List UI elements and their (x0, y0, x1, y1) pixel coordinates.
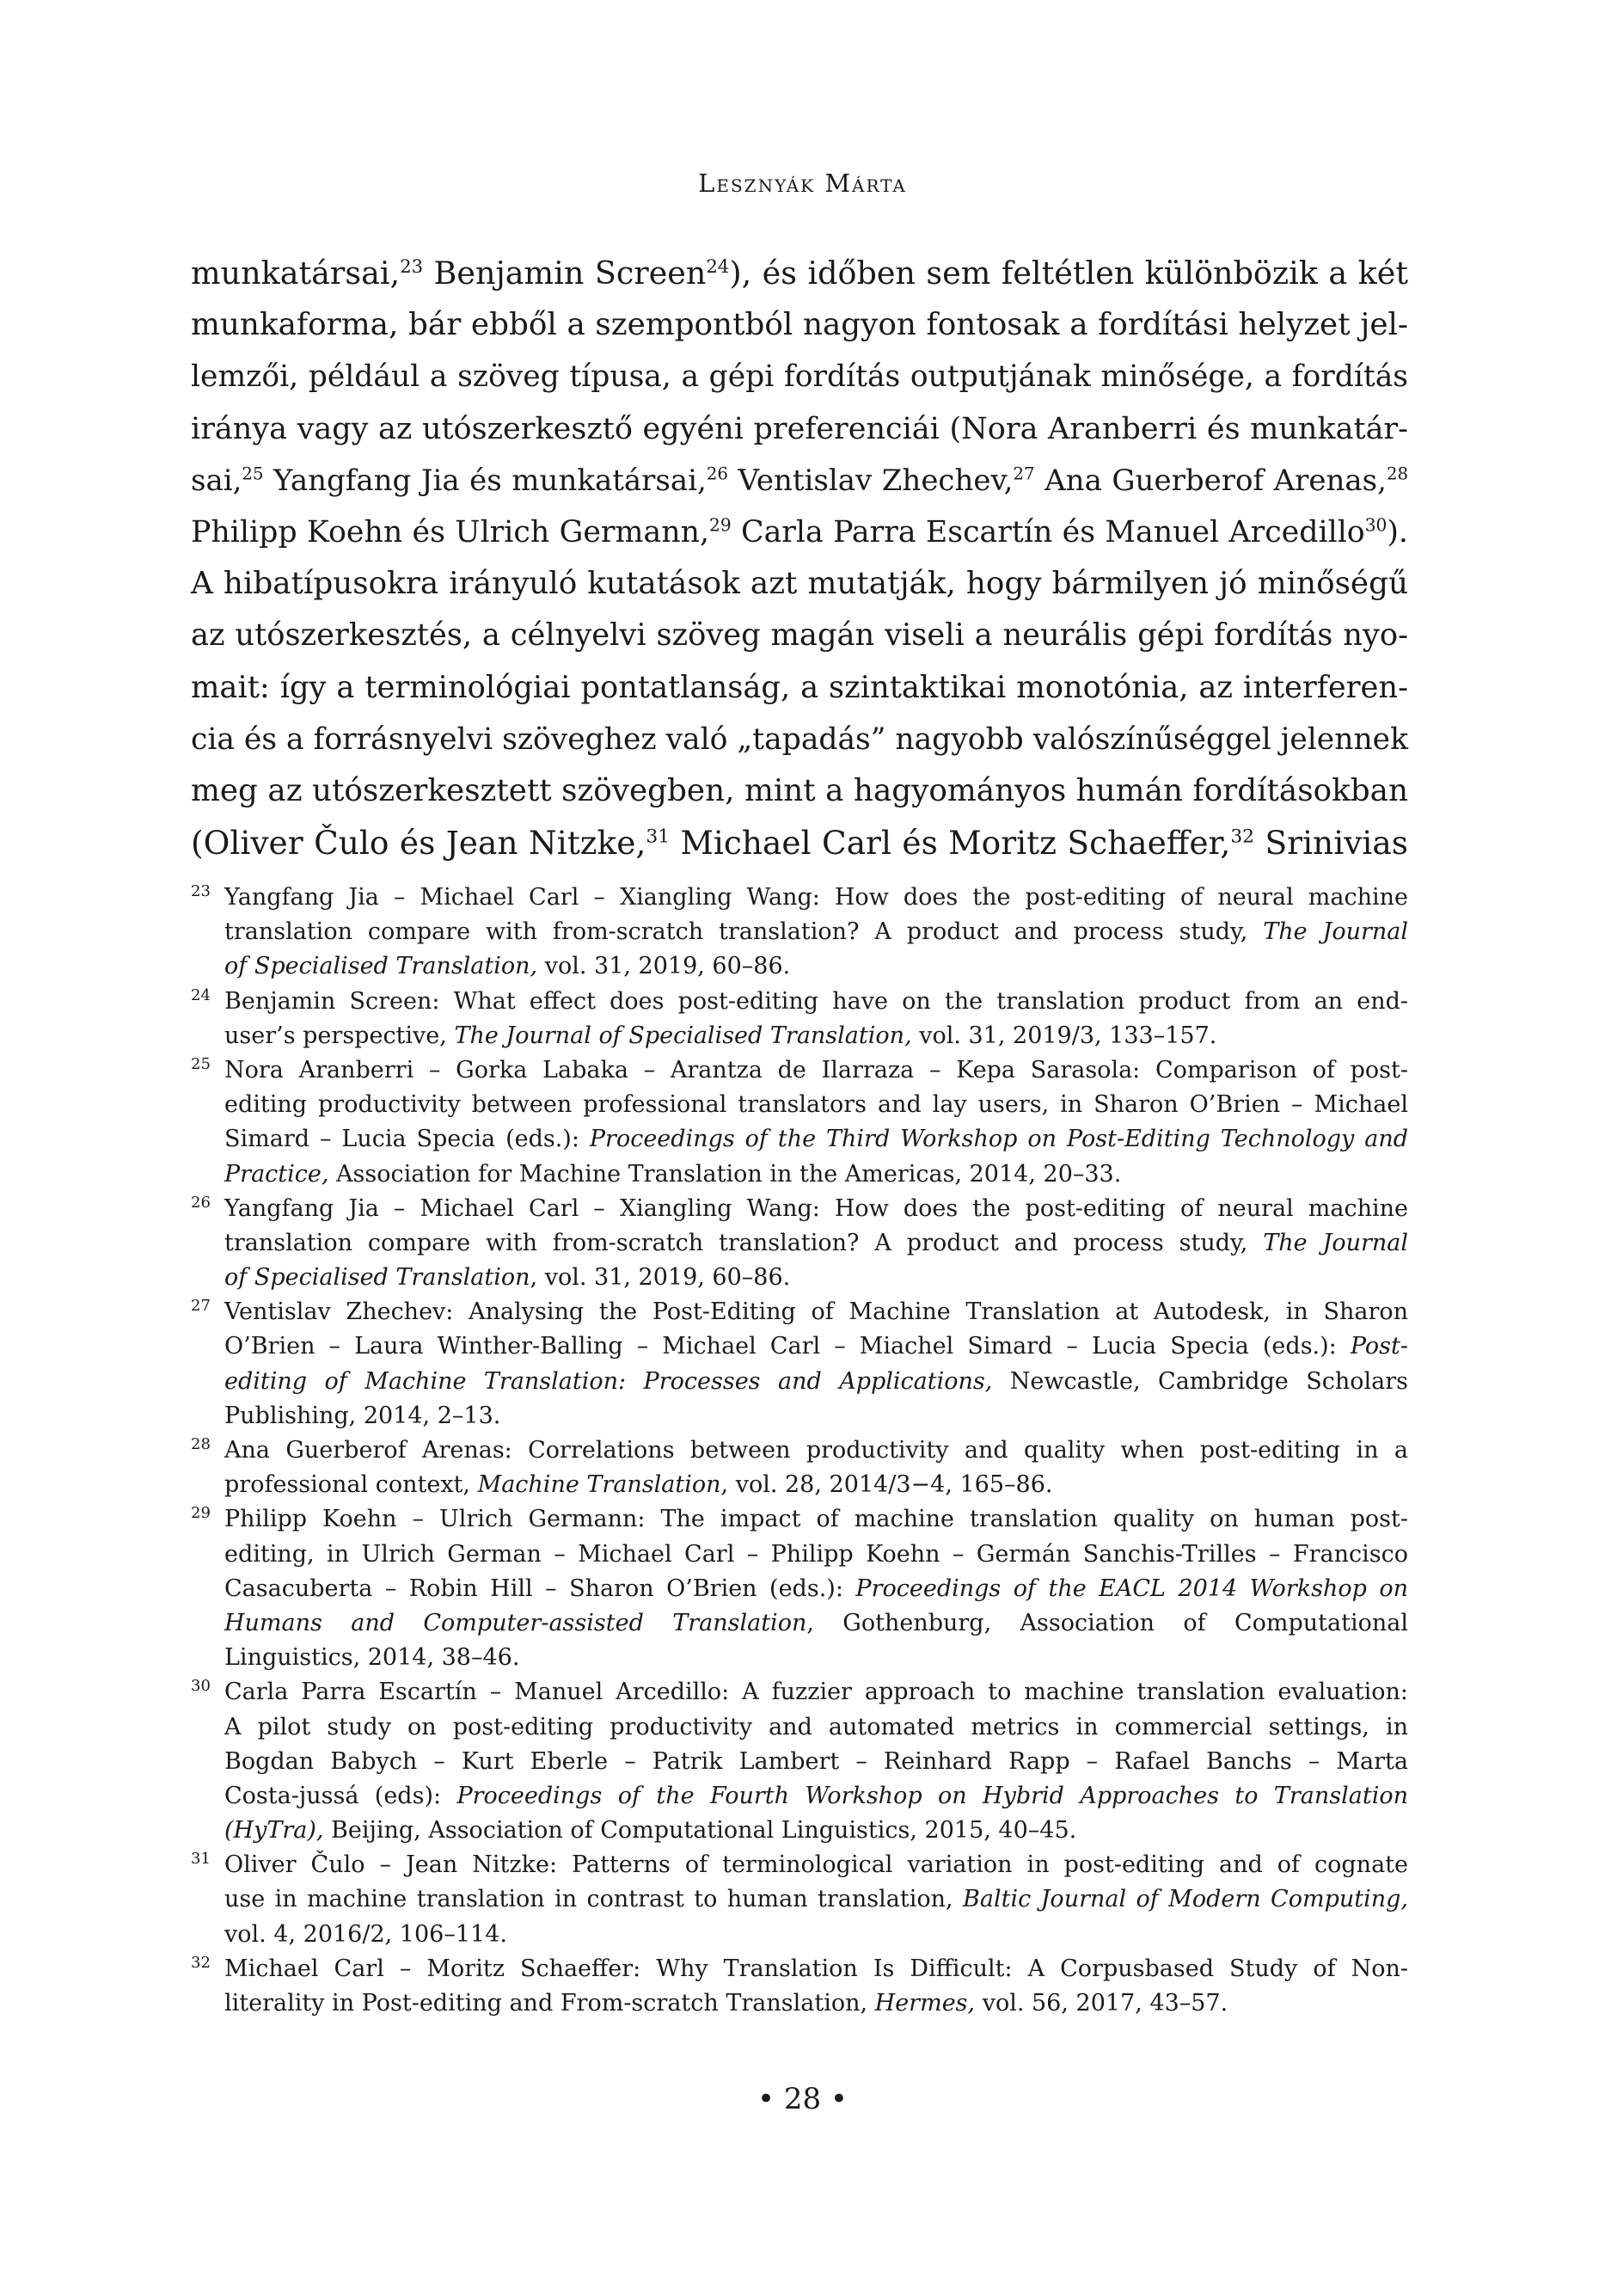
footnote-line (224, 1952, 1408, 1986)
footnote-line (224, 1468, 1408, 1502)
footnote-line (224, 1882, 1408, 1917)
footnote-text-run: Casacuberta – Robin Hill – Sharon O’Brien (eds.): (224, 1575, 856, 1602)
footnote-text-run: O’Brien – Laura Winther-Balling – Michael Carl – Miachel Simard – Lucia Specia (eds.): (224, 1333, 1351, 1360)
footnote-number: 26 (191, 1193, 211, 1212)
footnote-italic-run: Humans and Computer-assisted Translation (224, 1609, 807, 1636)
footnote-line (224, 1986, 1408, 2021)
footnote-line (224, 1329, 1408, 1364)
footnote-number: 31 (191, 1850, 211, 1869)
footnote (191, 1952, 1408, 2021)
footnote (191, 1295, 1408, 1433)
footnote-text-run: vol. 56, 2017, 43–57. (975, 1990, 1228, 2017)
footnote-reference: 27 (1013, 463, 1035, 484)
footnote-text-run: editing productivity between professional translators and lay users, in Sharon O’Brien – Michael (224, 1091, 1408, 1119)
footnote-italic-run: Machine Translation (477, 1471, 721, 1499)
footnote-line (224, 1502, 1408, 1537)
footnote-italic-run: (HyTra), (224, 1817, 324, 1845)
body-text-run: ). (1387, 514, 1408, 549)
footnote-line (224, 1192, 1408, 1226)
footnote-italic-run: The Journal of Specialised Translation, (454, 1022, 912, 1049)
footnote-text-run: vol. 31, 2019, 60–86. (537, 953, 791, 980)
body-text-run: mait: így a terminológiai pontatlanság, a szintaktikai monotónia, az interferen- (191, 669, 1408, 705)
footnote-text-run: Carla Parra Escartín – Manuel Arcedillo: A fuzzier approach to machine translation evaluation: (224, 1679, 1408, 1706)
footnote-reference: 30 (1364, 514, 1388, 536)
footnote-text-run: translation compare with from-scratch translation? A product and process study, (224, 1229, 1264, 1256)
footnote-text-run: Costa-jussá (eds): (224, 1782, 457, 1809)
footnote-number: 29 (191, 1504, 211, 1523)
footnote-line (224, 1019, 1408, 1053)
body-text-run: lemzői, például a szöveg típusa, a gépi fordítás outputjának minősége, a fordítás (191, 359, 1408, 395)
body-text-run: munkaforma, bár ebből a szempontból nagyon fontosak a fordítási helyzet jel- (191, 307, 1408, 343)
footnote (191, 1848, 1408, 1952)
footnote-line (224, 1538, 1408, 1572)
footnote (191, 985, 1408, 1053)
footnote-text-run: translation compare with from-scratch translation? A product and process study, (224, 918, 1264, 946)
body-line (191, 662, 1408, 714)
body-text-run: Benjamin Screen (423, 255, 707, 292)
footnote-number: 30 (191, 1677, 211, 1696)
footnote-text-run: Michael Carl – Moritz Schaeffer: Why Translation Is Difficult: A Corpusbased Study of Non- (224, 1955, 1408, 1982)
footnote-line (224, 1261, 1408, 1295)
footnote-reference: 32 (1230, 826, 1255, 848)
footnote-text-run: Ana Guerberof Arenas: Correlations between productivity and quality when post-editing in a (224, 1437, 1408, 1464)
footnote-text-run: Publishing, 2014, 2–13. (224, 1402, 501, 1429)
body-text-run: A hibatípusokra irányuló kutatások azt mutatják, hogy bármilyen jó minőségű (191, 566, 1408, 602)
body-text-run: Carla Parra Escartín és Manuel Arcedillo (731, 514, 1365, 549)
footnote-reference: 24 (706, 255, 730, 277)
footnote-line (224, 1399, 1408, 1433)
footnote-line (224, 1365, 1408, 1399)
body-text-run: Ana Guerberof Arenas, (1034, 463, 1387, 498)
footnote-italic-run: Proceedings of the EACL 2014 Workshop on (855, 1575, 1408, 1602)
footnote-reference: 25 (242, 463, 264, 484)
footnote-text-run: Simard – Lucia Specia (eds.): (224, 1126, 590, 1153)
footnote-line (224, 1122, 1408, 1157)
footnote-text-run: , vol. 31, 2019, 60–86. (530, 1264, 791, 1292)
body-text-run: Srinivias (1254, 824, 1408, 863)
body-text-run: az utószerkesztés, a célnyelvi szöveg magán viseli a neurális gépi fordítás nyo- (191, 617, 1408, 654)
body-line (191, 817, 1408, 869)
footnote-text-run: , vol. 28, 2014/3−4, 165–86. (720, 1471, 1053, 1499)
body-text-run: munkatársai, (191, 255, 401, 292)
body-text-run: Ventislav Zhechev, (727, 463, 1014, 498)
footnote-line (224, 1295, 1408, 1329)
footnote-line (224, 985, 1408, 1019)
footnote-line (224, 1745, 1408, 1779)
footnote-line (224, 1675, 1408, 1710)
footnote-reference: 28 (1386, 463, 1409, 484)
footnote-line (224, 1433, 1408, 1468)
footnote-italic-run: editing of Machine Translation: Processes and Applications, (224, 1367, 993, 1395)
footnote-text-run: Linguistics, 2014, 38–46. (224, 1644, 520, 1672)
footnote-italic-run: The Journal (1263, 918, 1408, 946)
footnote-number: 32 (191, 1953, 211, 1972)
body-line (191, 248, 1408, 299)
footnote-text-run: Ventislav Zhechev: Analysing the Post-Editing of Machine Translation at Autodesk, in Sharon (224, 1298, 1408, 1326)
running-head: Lesznyák Márta (698, 169, 907, 198)
footnote (191, 1502, 1408, 1675)
footnote-line (224, 1226, 1408, 1261)
footnote-line (224, 1918, 1408, 1952)
footnote-italic-run: Post- (1350, 1333, 1408, 1360)
footnote-line (224, 915, 1408, 949)
footnote-italic-run: Proceedings of the Fourth Workshop on Hybrid Approaches to Translation (456, 1782, 1408, 1809)
body-line (191, 610, 1408, 661)
body-text-run: sai, (191, 463, 242, 498)
body-text-run: Michael Carl és Moritz Schaeffer, (670, 824, 1231, 863)
footnote-text-run: , Gothenburg, Association of Computational (806, 1609, 1408, 1636)
body-line (191, 714, 1408, 765)
footnote-text-run: Philipp Koehn – Ulrich Germann: The impact of machine translation quality on human post- (224, 1506, 1408, 1533)
body-text-run: ), és időben sem feltétlen különbözik a két (729, 255, 1409, 292)
footnote-text-run: Bogdan Babych – Kurt Eberle – Patrik Lambert – Reinhard Rapp – Rafael Banchs – Marta (224, 1747, 1408, 1775)
footnote (191, 1675, 1408, 1848)
footnote-text-run: Association for Machine Translation in the Americas, 2014, 20–33. (328, 1160, 1122, 1188)
footnote (191, 1192, 1408, 1296)
footnote-italic-run: of Specialised Translation, (224, 953, 538, 980)
footnote-text-run: A pilot study on post-editing productivity and automated metrics in commercial settings, in (224, 1713, 1408, 1740)
footnote-line (224, 1088, 1408, 1122)
footnote-text-run: Benjamin Screen: What effect does post-editing have on the translation product from an end- (224, 987, 1408, 1015)
footnote (191, 1053, 1408, 1192)
footnote-number: 25 (191, 1054, 211, 1073)
footnote-italic-run: Baltic Journal of Modern Computing, (963, 1886, 1408, 1913)
footnote-number: 23 (191, 882, 211, 900)
footnote (191, 1433, 1408, 1502)
footnote-line (224, 1572, 1408, 1606)
body-text-run: Yangfang Jia és munkatársai, (263, 463, 707, 498)
footnote-text-run: Yangfang Jia – Michael Carl – Xiangling Wang: How does the post-editing of neural machine (224, 884, 1408, 911)
footnote-line (224, 1641, 1408, 1675)
body-line (191, 506, 1408, 558)
footnote-text-run: editing, in Ulrich German – Michael Carl – Philipp Koehn – Germán Sanchis-Trilles – Francisco (224, 1540, 1408, 1568)
footnote-text-run: literality in Post-editing and From-scratch Translation, (224, 1990, 875, 2017)
footnote-italic-run: Hermes, (874, 1990, 976, 2017)
footnote-line (224, 1779, 1408, 1814)
footnote-text-run: Newcastle, Cambridge Scholars (992, 1367, 1408, 1395)
footnote-line (224, 1157, 1408, 1192)
footnote-reference: 29 (709, 514, 732, 536)
body-line (191, 455, 1408, 506)
body-line (191, 765, 1408, 817)
footnote-text-run: professional context, (224, 1471, 478, 1499)
footnote-text-run: user’s perspective, (224, 1022, 455, 1049)
footnote-text-run: Beijing, Association of Computational Linguistics, 2015, 40–45. (323, 1817, 1077, 1845)
footnote-text-run: use in machine translation in contrast to human translation, (224, 1886, 964, 1913)
footnote-text-run: vol. 31, 2019/3, 133–157. (911, 1022, 1217, 1049)
body-text-run: Philipp Koehn és Ulrich Germann, (191, 514, 709, 549)
body-text-run: (Oliver Čulo és Jean Nitzke, (191, 824, 646, 863)
footnote-number: 28 (191, 1435, 211, 1453)
footnote-text-run: Yangfang Jia – Michael Carl – Xiangling Wang: How does the post-editing of neural machine (224, 1194, 1408, 1222)
footnote-line (224, 1606, 1408, 1641)
footnote-italic-run: Practice, (224, 1160, 329, 1188)
footnote-italic-run: Proceedings of the Third Workshop on Post-Editing Technology and (589, 1126, 1408, 1153)
body-text-run: iránya vagy az utószerkesztő egyéni preferenciái (Nora Aranberri és munkatár- (191, 411, 1408, 446)
footnote-number: 27 (191, 1297, 211, 1316)
footnote-line (224, 949, 1408, 984)
footnote-line (224, 1848, 1408, 1882)
footnotes (191, 881, 1408, 2021)
footnote (191, 881, 1408, 985)
footnote-text-run: Oliver Čulo – Jean Nitzke: Patterns of terminological variation in post-editing and of cognate (224, 1851, 1408, 1879)
footnote-line (224, 1053, 1408, 1088)
footnote-line (224, 1814, 1408, 1848)
footnote-italic-run: The Journal (1263, 1229, 1408, 1256)
body-line (191, 403, 1408, 455)
footnote-text-run: Nora Aranberri – Gorka Labaka – Arantza de Ilarraza – Kepa Sarasola: Comparison of post- (224, 1056, 1408, 1084)
body-text-run: cia és a forrásnyelvi szöveghez való „tapadás” nagyobb valószínűséggel jelennek (191, 721, 1408, 757)
body-line (191, 558, 1408, 610)
footnote-line (224, 881, 1408, 915)
body-line (191, 299, 1408, 351)
page-number: • 28 • (757, 2082, 848, 2116)
footnote-line (224, 1710, 1408, 1745)
footnote-reference: 23 (400, 255, 424, 277)
body-line (191, 351, 1408, 402)
footnote-reference: 31 (646, 826, 671, 848)
body-text (191, 248, 1408, 869)
footnote-number: 24 (191, 985, 211, 1004)
footnote-text-run: vol. 4, 2016/2, 106–114. (224, 1920, 507, 1948)
footnote-reference: 26 (706, 463, 728, 484)
body-text-run: meg az utószerkesztett szövegben, mint a hagyományos humán fordításokban (191, 772, 1408, 808)
footnote-italic-run: of Specialised Translation (224, 1264, 530, 1292)
